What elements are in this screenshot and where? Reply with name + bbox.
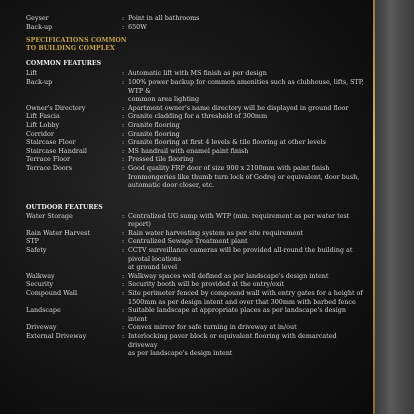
spec-row <box>26 229 366 238</box>
spec-value <box>128 229 366 238</box>
spec-row <box>26 246 366 272</box>
spec-value <box>128 23 366 32</box>
spec-value <box>128 306 366 323</box>
spec-label: Lift Lobby <box>26 120 60 129</box>
spec-value-line: Rain water harvesting system as per site requirement <box>128 228 304 237</box>
spec-value-line: Site perimeter fenced by compound wall with entry gates for a height of <box>128 289 363 298</box>
spec-label: Owner's Directory <box>26 103 86 112</box>
colon-separator: : <box>122 323 125 332</box>
colon-separator: : <box>122 112 125 121</box>
spec-row <box>26 164 366 190</box>
spec-row <box>26 332 366 358</box>
spec-value <box>128 237 366 246</box>
spec-value-line: 1500mm as per design intent and over that 300mm with barbed fence <box>128 297 356 306</box>
colon-separator: : <box>122 228 125 237</box>
spec-value <box>128 130 366 139</box>
colon-separator: : <box>122 138 125 147</box>
spec-row <box>26 289 366 306</box>
colon-separator: : <box>122 211 125 220</box>
spec-value <box>128 280 366 289</box>
spec-label: Rain Water Harvest <box>26 228 90 237</box>
spec-value-line: Apartment owner's name directory will be displayed in ground floor <box>128 103 349 112</box>
spec-value-line: Security booth will be provided at the entry/exit <box>128 280 285 289</box>
outdoor-features-list <box>26 212 366 358</box>
spec-value <box>128 332 366 358</box>
spec-value-line: Pressed tile flooring <box>128 155 194 164</box>
spec-row <box>26 306 366 323</box>
spec-label: Terrace Floor <box>26 155 71 164</box>
spec-value-line: Suitable landscape at appropriate places as per landscape's design intent <box>128 306 346 323</box>
colon-separator: : <box>122 146 125 155</box>
spec-row <box>26 138 366 147</box>
spec-value-line: 100% power backup for common amenities such as clubhouse, lifts, STP, WTP & <box>128 77 364 95</box>
spec-heading-line: TO BUILDING COMPLEX <box>26 44 115 52</box>
spec-label: Back-up <box>26 77 53 86</box>
spec-row <box>26 323 366 332</box>
colon-separator: : <box>122 69 125 78</box>
spec-value-line: Good quality FRP door of size 900 x 2100mm with paint finish <box>128 163 330 172</box>
colon-separator: : <box>122 120 125 129</box>
spec-value-line: at ground level <box>128 263 178 272</box>
spec-value-line: Granite flooring <box>128 129 180 138</box>
spec-heading-line: SPECIFICATIONS COMMON <box>26 37 127 45</box>
spec-value-line: Ironmongeries like thumb turn lock of Godrej or equivalent, door bush, <box>128 172 360 181</box>
spec-value <box>128 14 366 23</box>
spec-value <box>128 112 366 121</box>
spec-value <box>128 289 366 306</box>
top-spec-list <box>26 14 366 31</box>
spec-row <box>26 23 366 32</box>
spec-heading <box>26 37 366 52</box>
spec-value-line: Centralized UG sump with WTP (min. requirement as per water test report) <box>128 211 350 229</box>
spec-row <box>26 280 366 289</box>
common-features-heading: COMMON FEATURES <box>26 60 102 68</box>
spec-label: Lift Fascia <box>26 112 60 121</box>
spec-row <box>26 237 366 246</box>
spec-value-line: Convex mirror for safe turning in driveway at in/out <box>128 323 297 332</box>
spec-value <box>128 272 366 281</box>
spec-label: Corridor <box>26 129 54 138</box>
spec-label: Staircase Floor <box>26 138 76 147</box>
spec-value <box>128 104 366 113</box>
spec-value-line: Interlocking paver block or equivalent flooring with demarcated driveway <box>128 332 337 349</box>
spec-label: Staircase Handrail <box>26 146 87 155</box>
spec-label: Back-up <box>26 22 53 31</box>
colon-separator: : <box>122 289 125 298</box>
spec-row <box>26 78 366 104</box>
spec-value-line: as per landscape's design intent <box>128 349 233 358</box>
spec-label: Geyser <box>26 14 49 22</box>
colon-separator: : <box>122 103 125 112</box>
spec-label: Walkway <box>26 271 55 280</box>
spec-value <box>128 78 366 104</box>
spec-label: Water Storage <box>26 211 73 220</box>
spec-row <box>26 147 366 156</box>
colon-separator: : <box>122 237 125 246</box>
colon-separator: : <box>122 246 125 255</box>
spec-row <box>26 130 366 139</box>
spec-value-line: automatic door closer, etc. <box>128 181 215 190</box>
spec-row <box>26 14 366 23</box>
spec-label: Terrace Doors <box>26 163 73 172</box>
spec-value-line: MS handrail with enamel paint finish <box>128 146 249 155</box>
colon-separator: : <box>122 129 125 138</box>
spec-value <box>128 155 366 164</box>
spec-label: Driveway <box>26 323 57 332</box>
spec-label: Lift <box>26 69 38 78</box>
spec-row <box>26 212 366 229</box>
colon-separator: : <box>122 332 125 340</box>
spec-value <box>128 69 366 78</box>
spec-value-line: Granite cladding for a threshold of 300mm <box>128 112 268 121</box>
outdoor-features-heading: OUTDOOR FEATURES <box>26 203 103 211</box>
spec-value <box>128 212 366 229</box>
colon-separator: : <box>122 163 125 172</box>
colon-separator: : <box>122 306 125 315</box>
colon-separator: : <box>122 271 125 280</box>
spec-row <box>26 272 366 281</box>
spec-label: Landscape <box>26 306 61 315</box>
spec-sheet <box>26 14 366 358</box>
spec-value-line: common area lighting <box>128 95 200 104</box>
spec-value-line: Granite flooring at first 4 levels & tile flooring at other levels <box>128 138 326 147</box>
spec-value <box>128 147 366 156</box>
spec-value-line: CCTV surveillance cameras will be provided all-round the building at pivotal locations <box>128 246 353 263</box>
spec-value-line: 650W <box>128 22 147 31</box>
spec-value <box>128 323 366 332</box>
spec-value <box>128 246 366 272</box>
side-panel <box>375 0 414 414</box>
spec-value-line: Automatic lift with MS finish as per design <box>128 69 267 78</box>
spec-label: External Driveway <box>26 332 87 340</box>
spec-row <box>26 155 366 164</box>
spec-value-line: Point in all bathrooms <box>128 14 200 22</box>
colon-separator: : <box>122 22 125 31</box>
spec-value <box>128 164 366 190</box>
spec-row <box>26 104 366 113</box>
common-features-list <box>26 69 366 189</box>
spec-row <box>26 121 366 130</box>
spec-row <box>26 69 366 78</box>
colon-separator: : <box>122 155 125 164</box>
gold-divider <box>373 0 375 414</box>
spec-label: STP <box>26 237 39 246</box>
spec-value-line: Centralized Sewage Treatment plant <box>128 237 248 246</box>
spec-row <box>26 112 366 121</box>
spec-value <box>128 138 366 147</box>
colon-separator: : <box>122 280 125 289</box>
colon-separator: : <box>122 14 125 22</box>
spec-value-line: Granite flooring <box>128 120 180 129</box>
spec-label: Security <box>26 280 54 289</box>
colon-separator: : <box>122 77 125 86</box>
spec-value <box>128 121 366 130</box>
spec-label: Compound Wall <box>26 289 77 298</box>
spec-value-line: Walkway spaces well defined as per landscape's design intent <box>128 271 329 280</box>
spec-label: Safety <box>26 246 47 255</box>
